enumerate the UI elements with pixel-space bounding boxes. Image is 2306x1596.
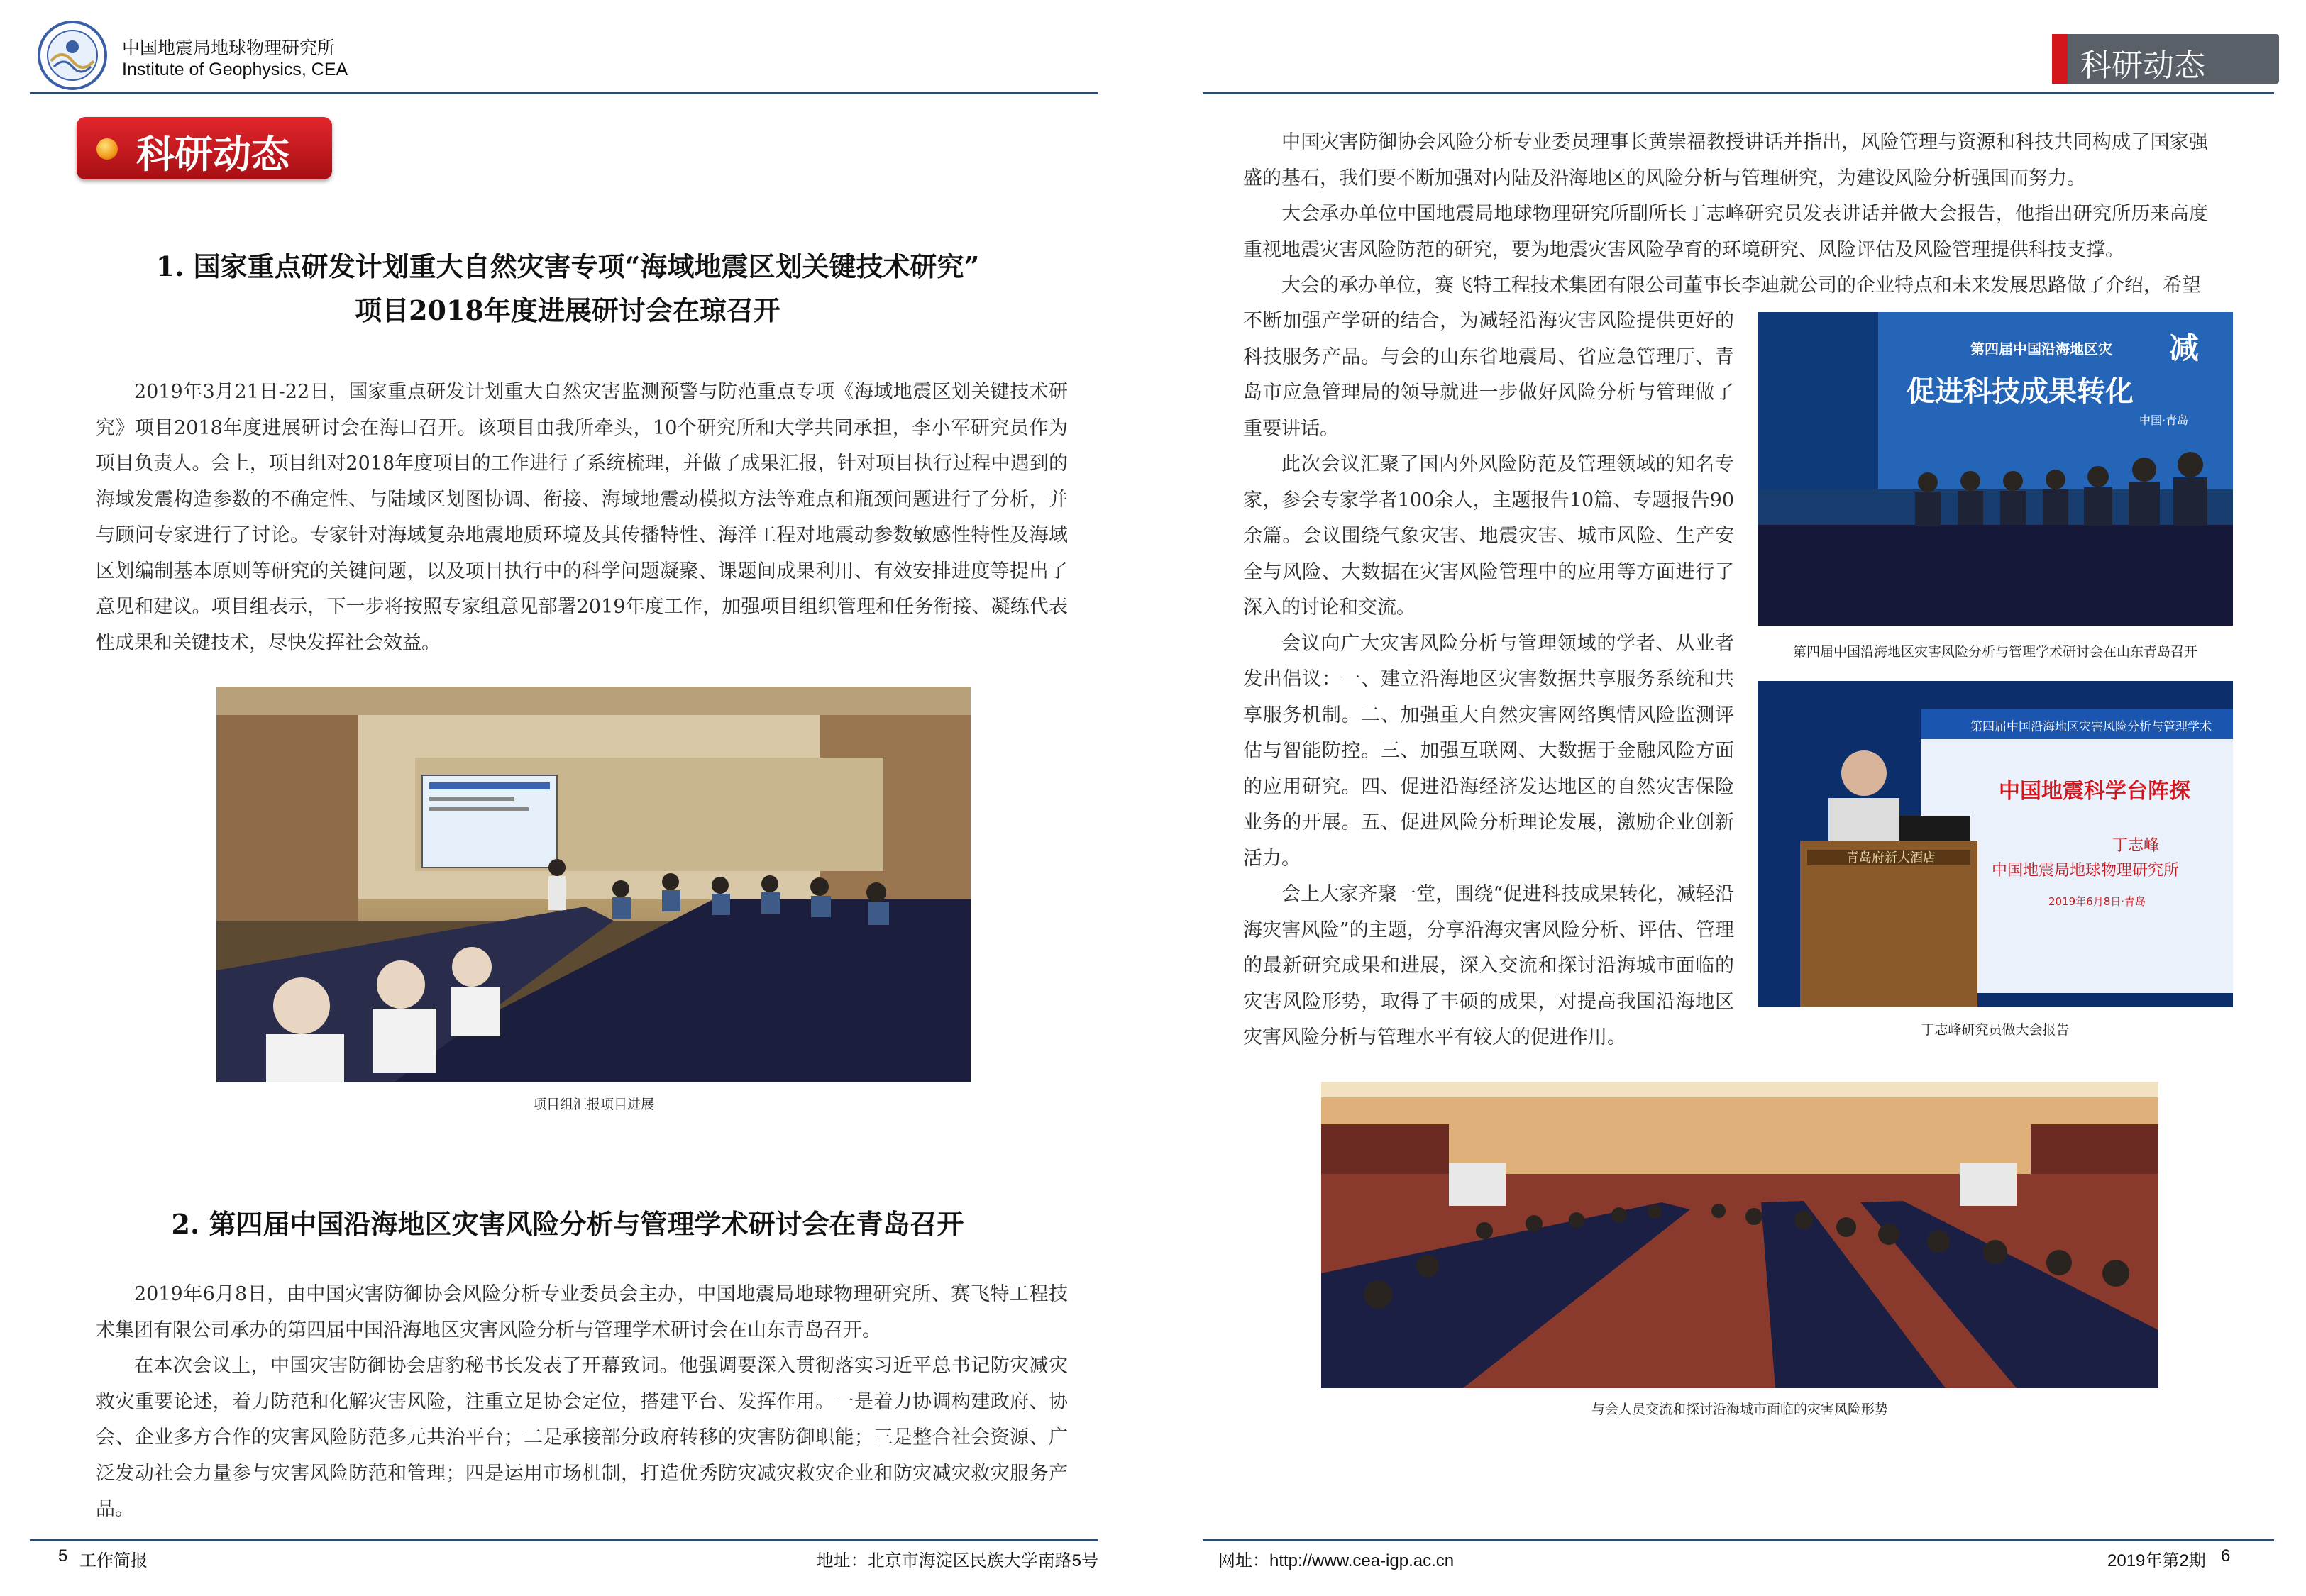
left-footer-rule — [30, 1539, 1098, 1541]
org-name-en: Institute of Geophysics, CEA — [122, 60, 348, 79]
screen-main-text: 中国地震科学台阵探 — [1999, 779, 2190, 804]
right-paragraph2: 大会承办单位中国地震局地球物理研究所副所长丁志峰研究员发表讲话并做大会报告，他指出研究所历来高度重视地震灾害风险防范的研究，要为地震灾害风险孕育的环境研究、风险评估及风险管理提供科技支撑。 — [1243, 203, 2208, 261]
left-page-number: 5 — [58, 1546, 68, 1565]
right-page-number: 6 — [2221, 1546, 2231, 1565]
photo-conference-stage-caption: 第四届中国沿海地区灾害风险分析与管理学术研讨会在山东青岛召开 — [1792, 644, 2197, 660]
photo-audience — [1321, 1082, 2158, 1388]
photo-keynote-speaker — [1758, 681, 2233, 1007]
right-footer-url[interactable]: 网址：http://www.cea-igp.ac.cn — [1218, 1551, 1455, 1570]
right-paragraph5: 会议向广大灾害风险分析与管理领域的学者、从业者发出倡议：一、建立沿海地区灾害数据共享服务系统和共享服务机制。二、加强重大自然灾害网络舆情风险监测评估与智能防控。三、加强互联网、大数据于金融风险方面的应用研究。四、促进沿海经济发达地区的自然灾害保险业务的开展。五、促进风险分析理论发展，激励企业创新活力。 — [1243, 632, 1734, 870]
left-footer-address: 地址：北京市海淀区民族大学南路5号 — [816, 1551, 1098, 1570]
logo — [37, 20, 108, 91]
left-header-rule — [30, 92, 1098, 94]
right-column-body — [1243, 304, 1734, 1056]
article1-body — [96, 375, 1068, 661]
section-banner-label: 科研动态 — [136, 132, 289, 177]
right-paragraph6: 会上大家齐聚一堂，围绕“促进科技成果转化，减轻沿海灾害风险”的主题，分享沿海灾害风险分析、评估、管理的最新研究成果和进展，深入交流和探讨沿海城市面临的灾害风险形势，取得了丰硕的成果，对提高我国沿海地区灾害风险分析与管理水平有较大的促进作用。 — [1243, 883, 1734, 1048]
banner-bullet-icon — [96, 138, 118, 160]
right-paragraph1: 中国灾害防御协会风险分析专业委员理事长黄崇福教授讲话并指出，风险管理与资源和科技共同构成了国家强盛的基石，我们要不断加强对内陆及沿海地区的风险分析与管理研究，为建设风险分析强国而努力。 — [1243, 131, 2208, 189]
screen-top-text: 第四届中国沿海地区灾害风险分析与管理学术 — [1970, 720, 2212, 734]
article1-paragraph: 2019年3月21日-22日，国家重点研发计划重大自然灾害监测预警与防范重点专项《海域地震区划关键技术研究》项目2018年度进展研讨会在海口召开。该项目由我所牵头，10个研究所和大学共同承担，李小军研究员作为项目负责人。会上，项目组对2018年度项目的工作进行了系统梳理，并做了成果汇报，针对项目执行过程中遇到的海域发震构造参数的不确定性、与陆域区划图协调、衔接、海域地震动模拟方法等难点和瓶颈问题进行了分析，并与顾问专家进行了讨论。专家针对海域复杂地震地质环境及其传播特性、海洋工程对地震动参数敏感性特性及海域区划编制基本原则等研究的关键问题，以及项目执行中的科学问题凝聚、课题间成果利用、有效安排进度等提出了意见和建议。项目组表示，下一步将按照专家组意见部署2019年度工作，加强项目组织管理和任务衔接、凝练代表性成果和关键技术，尽快发挥社会效益。 — [96, 381, 1068, 654]
article2-title: 2. 第四届中国沿海地区灾害风险分析与管理学术研讨会在青岛召开 — [171, 1208, 964, 1240]
audience-hall-illustration — [1321, 1082, 2158, 1388]
photo-conference-stage — [1758, 312, 2233, 626]
section-tab — [2052, 34, 2279, 84]
right-paragraph3-cont: 不断加强产学研的结合，为减轻沿海灾害风险提供更好的科技服务产品。与会的山东省地震局、省应急管理厅、青岛市应急管理局的领导就进一步做好风险分析与管理做了重要讲话。 — [1243, 310, 1734, 440]
right-footer-issue: 2019年第2期 — [2107, 1551, 2206, 1570]
photo-audience-caption: 与会人员交流和探讨沿海城市面临的灾害风险形势 — [1591, 1402, 1888, 1417]
article1-title-line1: 1. 国家重点研发计划重大自然灾害专项“海域地震区划关键技术研究” — [155, 250, 980, 282]
conference-stage-illustration — [1758, 312, 2233, 626]
article2-paragraph2: 在本次会议上，中国灾害防御协会唐豹秘书长发表了开幕致词。他强调要深入贯彻落实习近平总书记防灾减灾救灾重要论述，着力防范和化解灾害风险，注重立足协会定位，搭建平台、发挥作用。一是着力协调构建政府、协会、企业多方合作的灾害风险防范多元共治平台；二是承接部分政府转移的灾害防御职能；三是整合社会资源、广泛发动社会力量参与灾害风险防范和管理；四是运用市场机制，打造优秀防灾减灾救灾企业和防灾减灾救灾服务产品。 — [96, 1355, 1068, 1520]
right-paragraph3: 大会的承办单位，赛飞特工程技术集团有限公司董事长李迪就公司的企业特点和未来发展思路做了介绍，希望 — [1281, 275, 2201, 297]
right-top-body — [1243, 125, 2208, 304]
meeting-room-illustration — [216, 687, 971, 1082]
article2-body — [96, 1277, 1068, 1528]
screen-speaker-org: 中国地震局地球物理研究所 — [1992, 862, 2180, 880]
screen-date: 2019年6月8日·青岛 — [2048, 895, 2146, 908]
stage-banner-main: 促进科技成果转化 — [1907, 375, 2134, 408]
podium-sign: 青岛府新大酒店 — [1846, 850, 1936, 865]
photo-project-report-caption: 项目组汇报项目进展 — [532, 1097, 654, 1112]
stage-banner-location: 中国·青岛 — [2139, 414, 2189, 427]
stage-banner-main2: 减 — [2169, 331, 2200, 365]
section-banner — [77, 117, 332, 179]
article1-title-line2: 项目2018年度进展研讨会在琼召开 — [355, 294, 780, 326]
stage-banner-top: 第四届中国沿海地区灾 — [1970, 340, 2112, 358]
org-name-cn: 中国地震局地球物理研究所 — [122, 38, 336, 58]
photo-keynote-speaker-caption: 丁志峰研究员做大会报告 — [1921, 1022, 2070, 1038]
right-footer-rule — [1203, 1539, 2274, 1541]
right-header-rule — [1203, 92, 2274, 94]
right-paragraph4: 此次会议汇聚了国内外风险防范及管理领域的知名专家，参会专家学者100余人，主题报告10篇、专题报告90余篇。会议围绕气象灾害、地震灾害、城市风险、生产安全与风险、大数据在灾害风险管理中的应用等方面进行了深入的讨论和交流。 — [1243, 453, 1734, 619]
section-tab-marker — [2052, 34, 2068, 84]
article2-paragraph1: 2019年6月8日，由中国灾害防御协会风险分析专业委员会主办，中国地震局地球物理研究所、赛飞特工程技术集团有限公司承办的第四届中国沿海地区灾害风险分析与管理学术研讨会在山东青岛召开。 — [96, 1283, 1068, 1341]
screen-speaker-name: 丁志峰 — [2112, 837, 2160, 855]
photo-project-report — [216, 687, 971, 1082]
left-footer-label: 工作简报 — [79, 1551, 148, 1570]
institute-seal-icon — [37, 20, 108, 91]
section-tab-label: 科研动态 — [2080, 48, 2205, 84]
